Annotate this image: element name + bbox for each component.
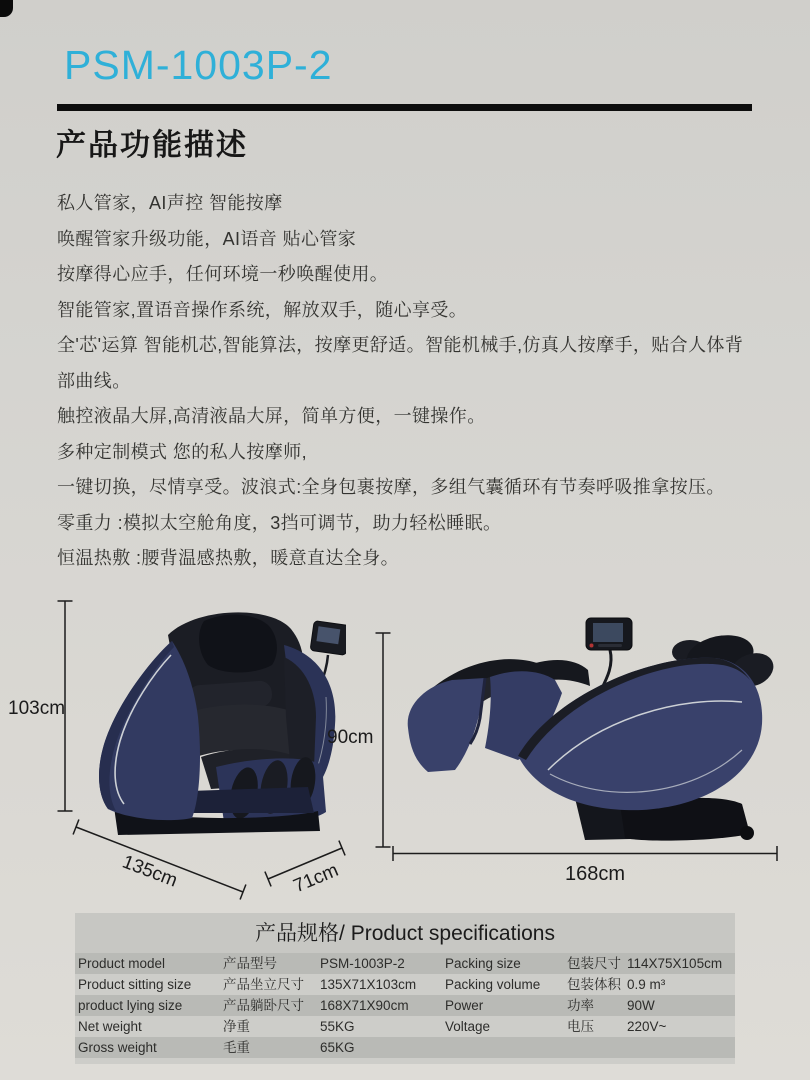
spec-cell-en2: Packing volume xyxy=(445,977,541,992)
spec-cell-zh: 净重 xyxy=(223,1019,250,1034)
dim-label-upright-width: 71cm xyxy=(290,859,342,898)
spec-cell-zh: 产品躺卧尺寸 xyxy=(223,998,304,1013)
feature-description xyxy=(57,186,754,577)
description-line: 智能管家,置语音操作系统，解放双手，随心享受。 xyxy=(57,299,468,320)
spec-table-footer xyxy=(75,1058,735,1064)
description-line: 触控液晶大屏,高清液晶大屏，简单方便，一键操作。 xyxy=(57,406,486,426)
spec-row xyxy=(75,974,735,995)
section-heading: 产品功能描述 xyxy=(56,129,248,162)
divider-rule xyxy=(57,104,752,111)
description-line: 私人管家，AI声控 智能按摩 xyxy=(57,193,283,213)
spec-cell-zh: 产品型号 xyxy=(223,956,277,971)
spec-cell-value: 135X71X103cm xyxy=(320,977,417,992)
chair-reclined-image xyxy=(390,598,780,848)
description-line: 零重力 :模拟太空舱角度，3挡可调节，助力轻松睡眠。 xyxy=(57,512,502,533)
spec-cell-zh2 xyxy=(564,1037,624,1058)
spec-cell-en2: Power xyxy=(445,998,484,1013)
dim-label-reclined-length: 168cm xyxy=(565,863,626,885)
spec-cell-zh2: 包装体积 xyxy=(567,977,621,992)
spec-table-rows xyxy=(75,953,735,1064)
spec-cell-zh: 毛重 xyxy=(223,1040,250,1055)
spec-cell-en: product lying size xyxy=(78,998,183,1013)
spec-cell-en2: Voltage xyxy=(445,1019,491,1034)
spec-cell-value2 xyxy=(624,1037,735,1058)
spec-cell-en2: Packing size xyxy=(445,956,521,971)
spec-cell-zh2: 功率 xyxy=(567,998,594,1013)
spec-row xyxy=(75,1016,735,1037)
spec-cell-value2: 114X75X105cm xyxy=(627,956,723,971)
description-line: 全'芯'运算 智能机芯,智能算法，按摩更舒适。智能机械手,仿真人按摩手，贴合人体背部曲线。 xyxy=(57,335,744,391)
description-line: 按摩得心应手，任何环境一秒唤醒使用。 xyxy=(57,264,389,284)
spec-cell-value: 168X71X90cm xyxy=(320,998,409,1013)
spec-cell-value: 65KG xyxy=(320,1040,355,1055)
spec-cell-en: Product model xyxy=(78,956,166,971)
chair-upright-image xyxy=(76,597,346,845)
spec-cell-value: 55KG xyxy=(320,1019,355,1034)
spec-cell-zh2: 包装尺寸 xyxy=(567,956,621,971)
spec-cell-value2: 0.9 m³ xyxy=(627,977,666,992)
dim-label-reclined-height: 90cm xyxy=(327,727,374,748)
page-title: PSM-1003P-2 xyxy=(64,42,333,88)
spec-cell-zh2: 电压 xyxy=(567,1019,594,1034)
dim-label-upright-height: 103cm xyxy=(8,698,66,719)
spec-cell-zh: 产品坐立尺寸 xyxy=(223,977,304,992)
description-line: 唤醒管家升级功能，AI语音 贴心管家 xyxy=(57,228,357,249)
spec-cell-value: PSM-1003P-2 xyxy=(320,956,405,971)
spec-cell-en: Gross weight xyxy=(78,1040,157,1055)
description-line: 一键切换，尽情享受。波浪式:全身包裹按摩，多组气囊循环有节奏呼吸推拿按压。 xyxy=(57,477,725,497)
description-line: 多种定制模式 您的私人按摩师, xyxy=(57,441,308,462)
corner-mark xyxy=(0,0,13,17)
spec-cell-value2: 220V~ xyxy=(627,1019,667,1034)
spec-table xyxy=(75,913,735,1064)
description-line: 恒温热敷 :腰背温感热敷，暖意直达全身。 xyxy=(57,548,399,568)
spec-cell-value2: 90W xyxy=(627,998,655,1013)
dim-label-upright-depth: 135cm xyxy=(119,851,181,892)
spec-row xyxy=(75,995,735,1016)
spec-row xyxy=(75,953,735,974)
spec-cell-en2 xyxy=(442,1037,564,1058)
spec-table-title: 产品规格/ Product specifications xyxy=(255,922,555,945)
spec-cell-en: Product sitting size xyxy=(78,977,192,992)
spec-cell-en: Net weight xyxy=(78,1019,142,1034)
spec-row xyxy=(75,1037,735,1058)
